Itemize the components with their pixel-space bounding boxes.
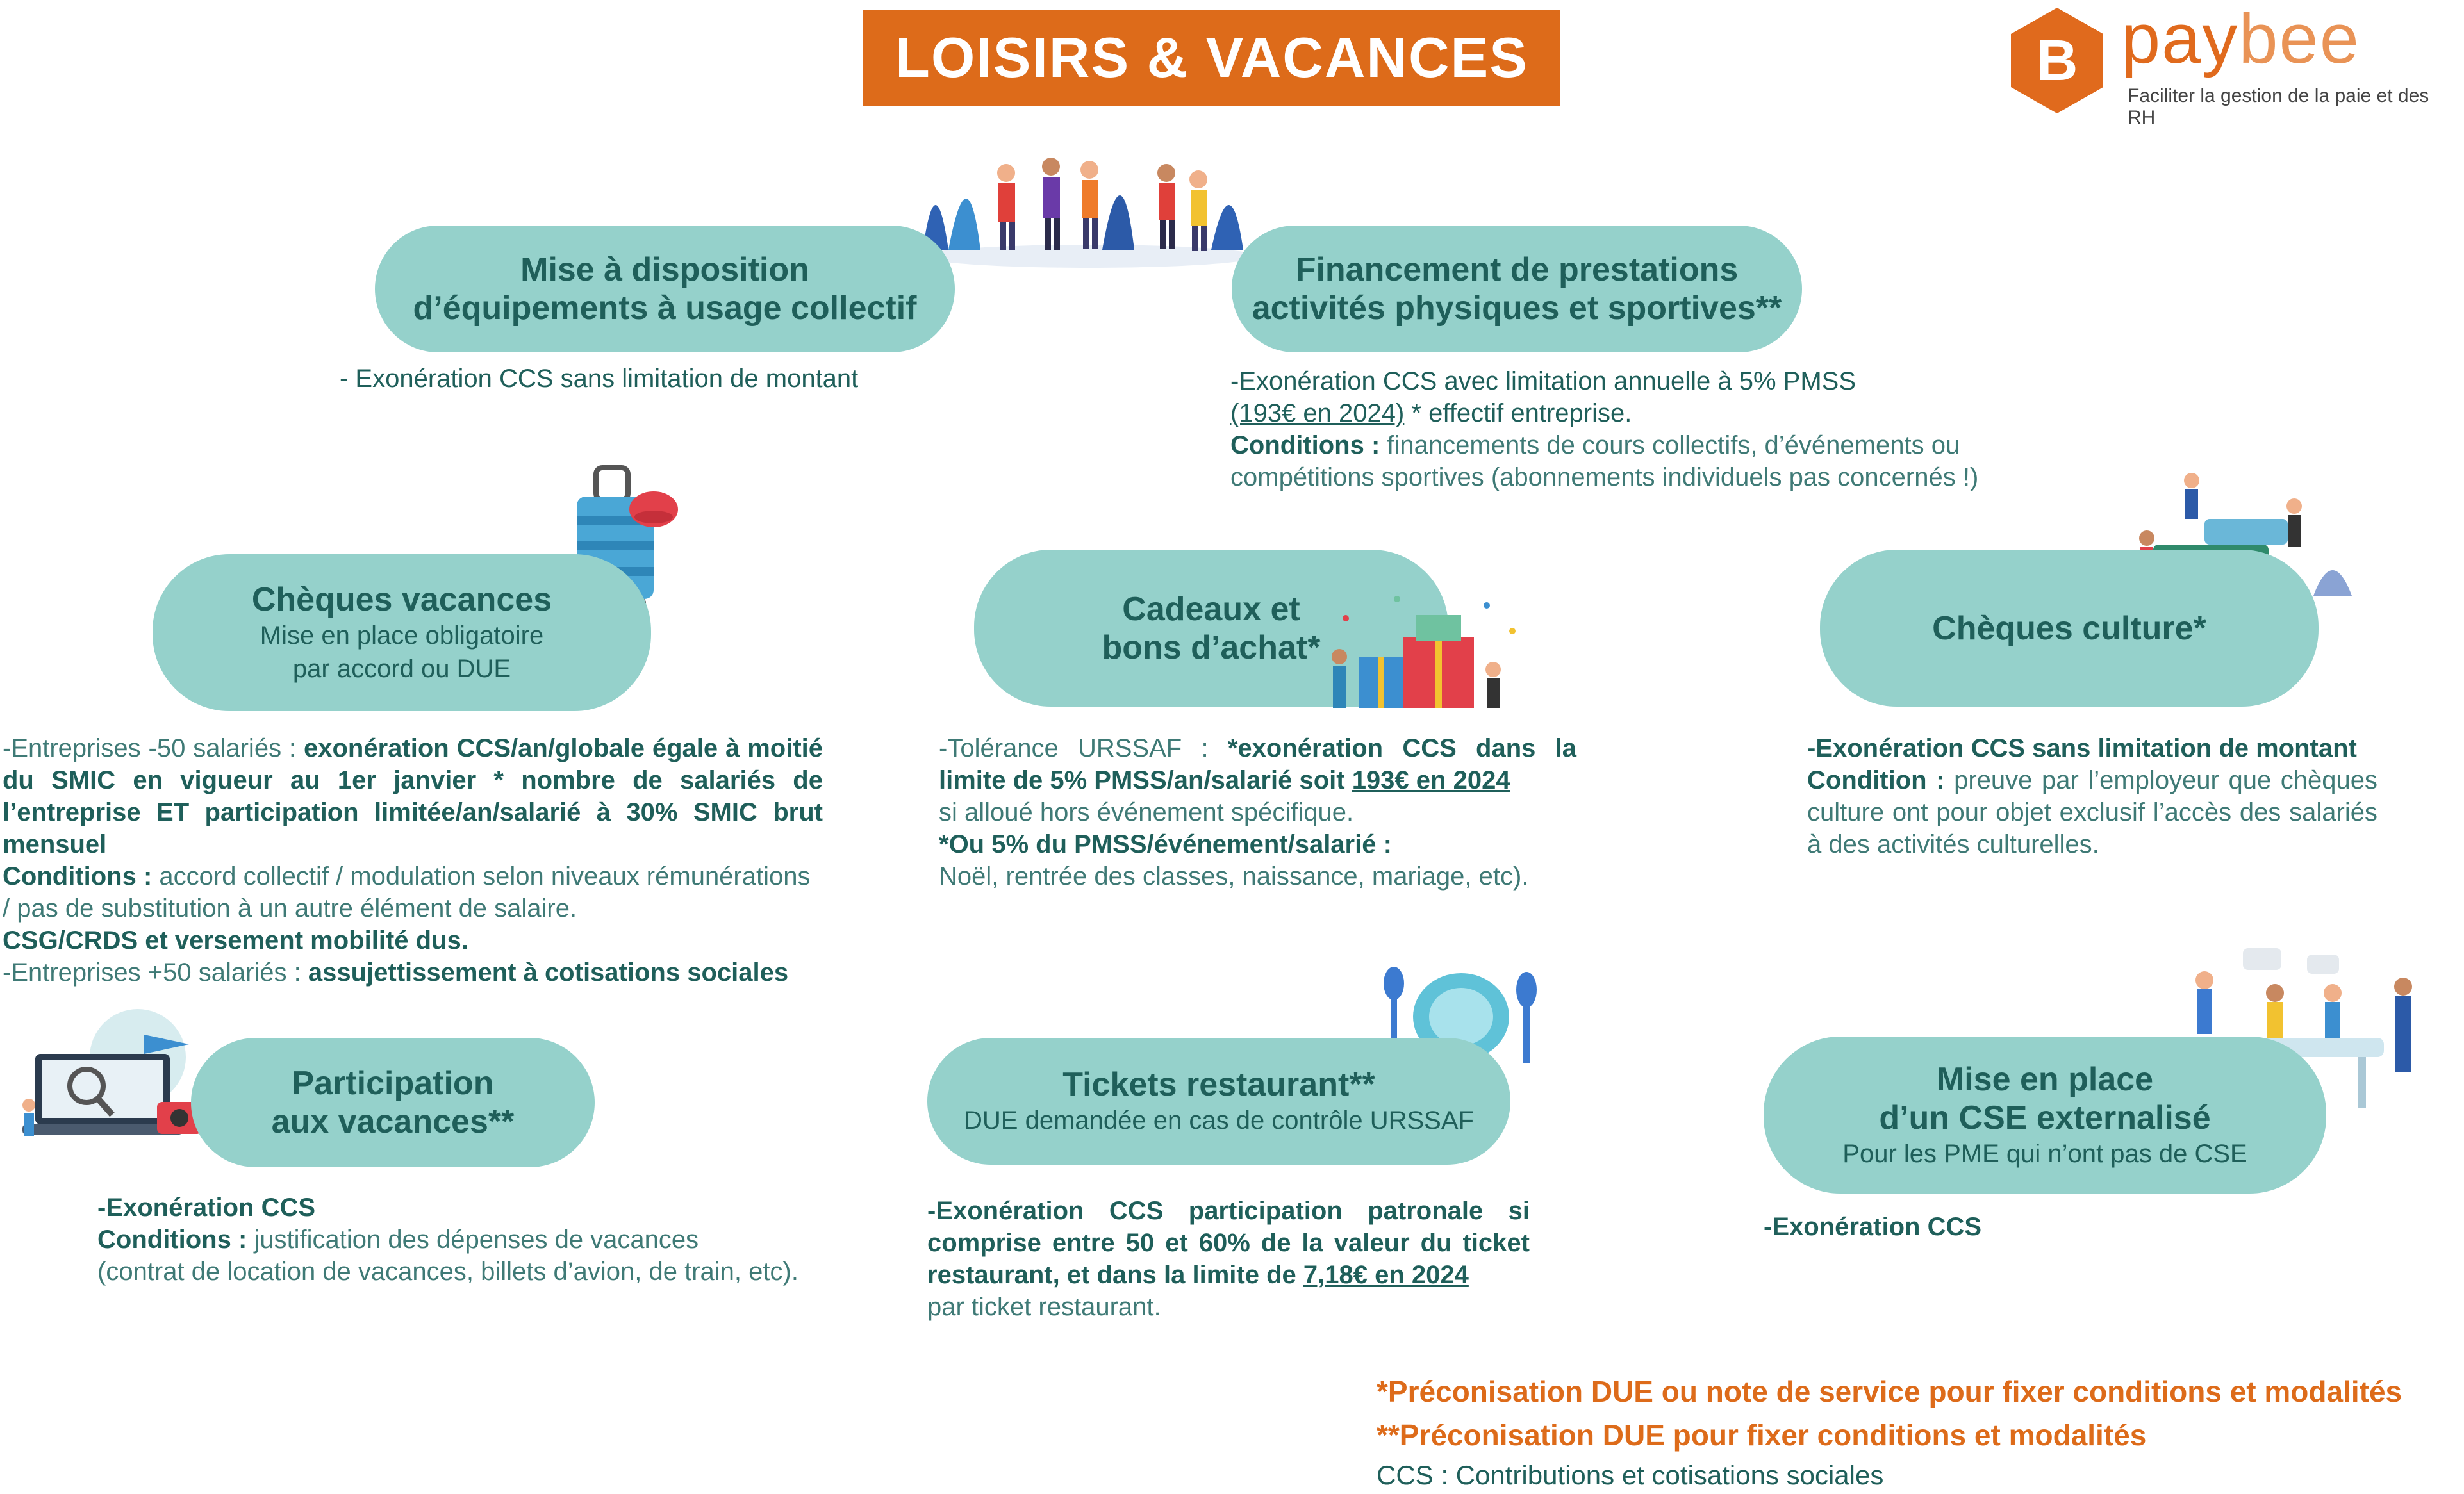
sport-cond-text: financements de cours collectifs, d’événements ou (1380, 431, 1960, 459)
participation-text (97, 1192, 866, 1288)
cheques-vacances-sub1: Mise en place obligatoire (260, 621, 544, 650)
cheques-vacances-sub2: par accord ou DUE (292, 654, 511, 683)
footnote-1: *Préconisation DUE ou note de service pour fixer conditions et modalités (1377, 1375, 2402, 1408)
cv-p2-light: -Entreprises +50 salariés : (3, 958, 308, 987)
pill-equipements (375, 226, 955, 352)
cse-line: -Exonération CCS (1764, 1213, 1982, 1241)
pill-tickets (927, 1038, 1510, 1165)
part-cond-text: justification des dépenses de vacances (247, 1226, 699, 1254)
travel-laptop-illustration (16, 1009, 221, 1150)
cse-title-l1: Mise en place (1936, 1060, 2154, 1098)
sport-title-l2: activités physiques et sportives** (1252, 290, 1782, 327)
cse-sub: Pour les PME qui n’ont pas de CSE (1842, 1139, 2247, 1168)
cad-p1-light: -Tolérance URSSAF : (939, 734, 1228, 762)
pill-cheques-culture (1820, 550, 2319, 707)
tickets-text (927, 1195, 1530, 1323)
cv-p2-bold: assujettissement à cotisations sociales (308, 958, 789, 987)
cv-p1-bold: exonération CCS/an/globale égale à moitié du SMIC en vigueur au 1er janvier * nombre de salariés de l’entreprise ET participation limitée/an/salarié à 30% SMIC brut mensuel (3, 734, 823, 858)
paybee-logo (2006, 0, 2461, 128)
equipements-text: - Exonération CCS sans limitation de montant (340, 365, 859, 393)
sports-crowd-illustration (910, 135, 1269, 269)
tickets-amount: 7,18€ en 2024 (1303, 1261, 1469, 1289)
cv-csg: CSG/CRDS et versement mobilité dus. (3, 926, 468, 955)
participation-title-l1: Participation (292, 1065, 494, 1102)
pill-sport (1232, 226, 1802, 352)
equipements-title-l1: Mise à disposition (520, 251, 809, 288)
cc-cond-label: Condition : (1807, 766, 1945, 794)
sport-line2: * effectif entreprise. (1404, 399, 1632, 427)
pill-cheques-vacances (153, 554, 651, 711)
logo-brand-b: bee (2238, 0, 2360, 78)
logo-brand-a: pay (2121, 0, 2239, 78)
sport-text (1230, 365, 2063, 493)
footnotes (1377, 1370, 2460, 1494)
footnote-3: CCS : Contributions et cotisations sociales (1377, 1460, 1884, 1490)
sport-cond-label: Conditions : (1230, 431, 1380, 459)
cheques-vacances-text (3, 732, 823, 989)
gifts-illustration (1320, 580, 1538, 714)
equipements-title-l2: d’équipements à usage collectif (413, 290, 917, 327)
part-line1: -Exonération CCS (97, 1194, 316, 1222)
cv-cond-label: Conditions : (3, 862, 153, 891)
logo-tagline: Faciliter la gestion de la paie et des RH (2128, 85, 2429, 128)
part-cond-label: Conditions : (97, 1226, 247, 1254)
cad-p1-bold: *exonération CCS dans la limite de 5% PMSS/an/salarié soit (939, 734, 1576, 794)
tickets-sub: DUE demandée en cas de contrôle URSSAF (964, 1106, 1474, 1135)
cc-line1: -Exonération CCS sans limitation de montant (1807, 734, 2357, 762)
cc-cond-text: preuve par l’employeur que chèques culture ont pour objet exclusif l’accès des salariés à des activités culturelles. (1807, 766, 2377, 858)
sport-line1: -Exonération CCS avec limitation annuelle à 5% PMSS (1230, 367, 1856, 395)
page-title: LOISIRS & VACANCES (863, 10, 1560, 106)
sport-title-l1: Financement de prestations (1295, 251, 1739, 288)
tickets-p-bold: -Exonération CCS participation patronale si comprise entre 50 et 60% de la valeur du ticket restaurant, et dans la limite de (927, 1197, 1530, 1289)
pill-participation (191, 1038, 595, 1167)
cheques-culture-text (1807, 732, 2377, 860)
footnote-2: **Préconisation DUE pour fixer conditions et modalités (1377, 1418, 2147, 1452)
cv-cond-text: accord collectif / modulation selon niveaux rémunérations / pas de substitution à un autre élément de salaire. (3, 862, 811, 923)
sport-amount: (193€ en 2024) (1230, 399, 1405, 427)
pill-cse (1764, 1037, 2326, 1194)
cse-text (1764, 1211, 2212, 1243)
cad-p1-amount: 193€ en 2024 (1352, 766, 1510, 794)
cadeaux-title-l1: Cadeaux et (1122, 590, 1300, 628)
cheques-vacances-title: Chèques vacances (251, 580, 552, 618)
cad-p1-end: si alloué hors événement spécifique. (939, 798, 1354, 826)
participation-title-l2: aux vacances** (271, 1103, 515, 1140)
tickets-title: Tickets restaurant** (1062, 1066, 1375, 1103)
cse-title-l2: d’un CSE externalisé (1879, 1099, 2211, 1137)
cv-p1-light: -Entreprises -50 salariés : (3, 734, 304, 762)
sport-cond-text2: compétitions sportives (abonnements individuels pas concernés !) (1230, 463, 1979, 491)
part-cond-text2: (contrat de location de vacances, billets d’avion, de train, etc). (97, 1258, 798, 1286)
tickets-p-end: par ticket restaurant. (927, 1293, 1161, 1321)
cad-p2-bold: *Ou 5% du PMSS/événement/salarié : (939, 830, 1392, 858)
cadeaux-text (939, 732, 1576, 892)
cheques-culture-title: Chèques culture* (1932, 609, 2206, 647)
cad-p2-light: Noël, rentrée des classes, naissance, mariage, etc). (939, 862, 1529, 891)
cadeaux-title-l2: bons d’achat* (1102, 628, 1321, 666)
svg-text:B: B (2036, 29, 2078, 93)
hexagon-logo-icon (2006, 4, 2108, 117)
